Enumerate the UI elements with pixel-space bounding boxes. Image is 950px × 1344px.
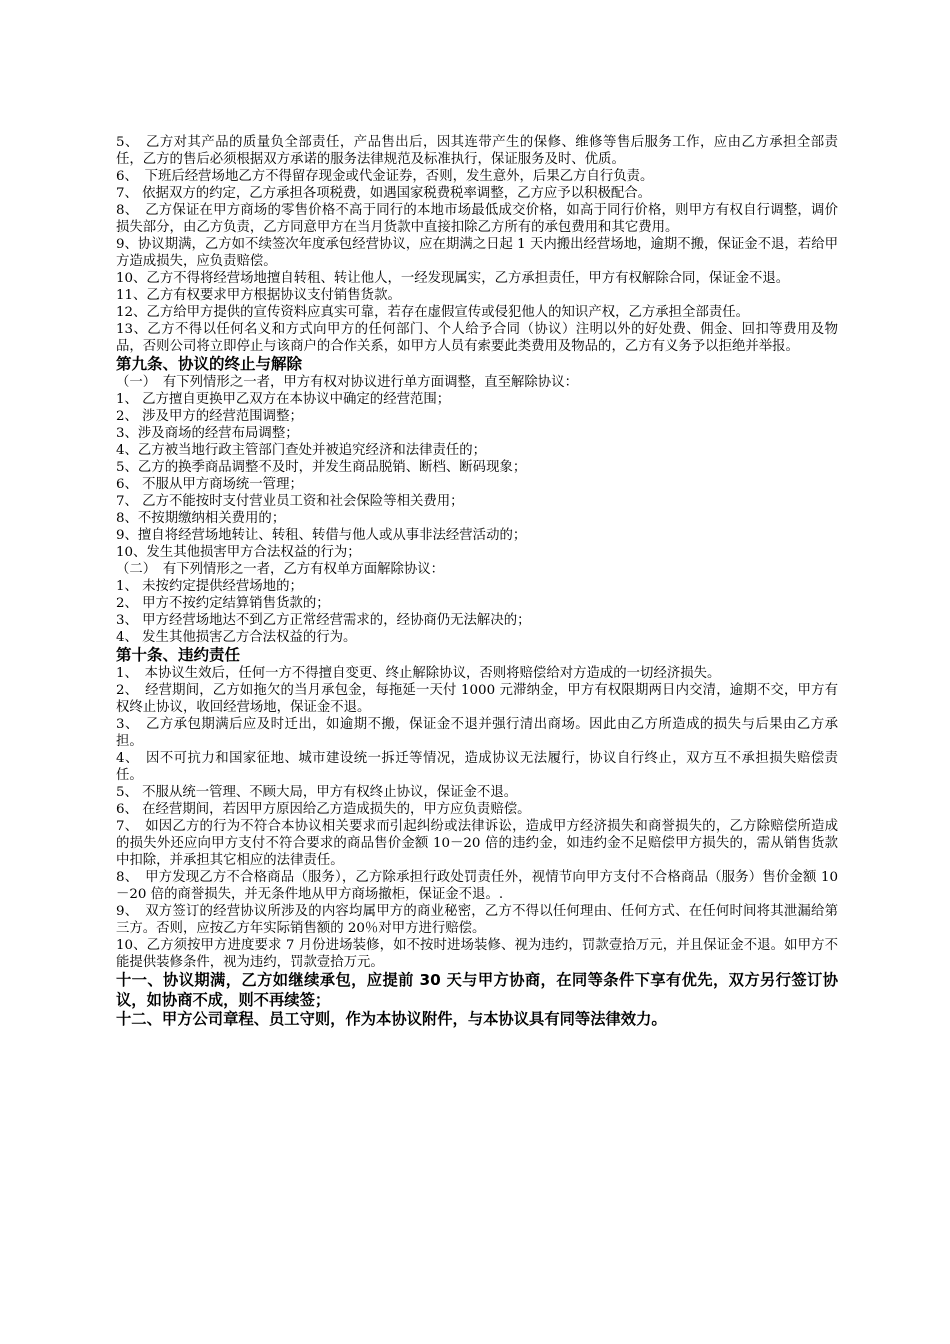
clause-paragraph: 5、乙方的换季商品调整不及时，并发生商品脱销、断档、断码现象； xyxy=(116,460,527,475)
bold-clause: 十一、协议期满，乙方如继续承包，应提前 30 天与甲方协商，在同等条件下享有优先，双方另行签订协议，如协商不成，则不再续签； xyxy=(116,971,838,1009)
clause-paragraph: 1、 乙方擅自更换甲乙双方在本协议中确定的经营范围； xyxy=(116,392,451,407)
clause-paragraph: 6、 下班后经营场地乙方不得留存现金或代金证券，否则，发生意外，后果乙方自行负责。 xyxy=(116,169,654,184)
clause-paragraph: 3、涉及商场的经营布局调整； xyxy=(116,426,299,441)
clause-paragraph: 6、 在经营期间，若因甲方原因给乙方造成损失的，甲方应负责赔偿。 xyxy=(116,802,531,817)
clause-paragraph: 3、 乙方承包期满后应及时迁出，如逾期不搬，保证金不退并强行清出商场。因此由乙方所造成的损失与后果由乙方承担。 xyxy=(116,717,838,749)
section-heading: 第十条、违约责任 xyxy=(116,646,241,664)
clause-paragraph: 1、 本协议生效后，任何一方不得擅自变更、终止解除协议，否则将赔偿给对方造成的一切经济损失。 xyxy=(116,666,721,681)
clause-paragraph: 2、 经营期间，乙方如拖欠的当月承包金，每拖延一天付 1000 元滞纳金，甲方有权限期两日内交清，逾期不交，甲方有权终止协议，收回经营场地，保证金不退。 xyxy=(116,683,838,715)
clause-paragraph: 5、 乙方对其产品的质量负全部责任，产品售出后，因其连带产生的保修、维修等售后服务工作，应由乙方承担全部责任，乙方的售后必须根据双方承诺的服务法律规范及标准执行，保证服务及时、优质。 xyxy=(116,135,838,167)
clause-paragraph: 7、 依据双方的约定，乙方承担各项税费，如遇国家税费税率调整，乙方应予以积极配合。 xyxy=(116,186,652,201)
clause-paragraph: 3、 甲方经营场地达不到乙方正常经营需求的，经协商仍无法解决的； xyxy=(116,613,531,628)
clause-paragraph: 7、 如因乙方的行为不符合本协议相关要求而引起纠纷或法律诉讼，造成甲方经济损失和商誉损失的，乙方除赔偿所造成的损失外还应向甲方支付不符合要求的商品售价金额 10－20 倍的违约金，如违约金不足赔偿甲方损失的，需从销售货款中扣除，并承担其它相应的法律责任。 xyxy=(116,819,838,868)
bold-clause: 十二、甲方公司章程、员工守则，作为本协议附件，与本协议具有同等法律效力。 xyxy=(116,1010,667,1028)
clause-paragraph: 12、乙方给甲方提供的宣传资料应真实可靠，若存在虚假宣传或侵犯他人的知识产权，乙方承担全部责任。 xyxy=(116,305,750,320)
document-body xyxy=(116,134,838,1030)
clause-paragraph: 9、协议期满，乙方如不续签次年度承包经营协议，应在期满之日起 1 天内搬出经营场地，逾期不搬，保证金不退，若给甲方造成损失，应负责赔偿。 xyxy=(116,237,838,269)
clause-paragraph: 13、乙方不得以任何名义和方式向甲方的任何部门、个人给予合同（协议）注明以外的好处费、佣金、回扣等费用及物品，否则公司将立即停止与该商户的合作关系，如甲方人员有索要此类费用及物品的，乙方有义务予以拒绝并举报。 xyxy=(116,322,838,354)
clause-paragraph: 1、 未按约定提供经营场地的； xyxy=(116,579,303,594)
clause-paragraph: 2、 涉及甲方的经营范围调整； xyxy=(116,409,303,424)
clause-paragraph: 6、 不服从甲方商场统一管理； xyxy=(116,477,303,492)
clause-paragraph: 10、发生其他损害甲方合法权益的行为； xyxy=(116,545,361,560)
clause-paragraph: 8、 乙方保证在甲方商场的零售价格不高于同行的本地市场最低成交价格，如高于同行价格，则甲方有权自行调整，调价损失部分，由乙方负责，乙方同意甲方在当月货款中直接扣除乙方所有的承包费用和其它费用。 xyxy=(116,203,838,235)
clause-paragraph: 11、乙方有权要求甲方根据协议支付销售货款。 xyxy=(116,288,401,303)
clause-paragraph: 4、乙方被当地行政主管部门查处并被追究经济和法律责任的； xyxy=(116,443,487,458)
clause-paragraph: 5、 不服从统一管理、不顾大局，甲方有权终止协议，保证金不退。 xyxy=(116,785,518,800)
clause-paragraph: 4、 因不可抗力和国家征地、城市建设统一拆迁等情况，造成协议无法履行，协议自行终止，双方互不承担损失赔偿责任。 xyxy=(116,751,838,783)
clause-paragraph: 9、擅自将经营场地转让、转租、转借与他人或从事非法经营活动的； xyxy=(116,528,527,543)
clause-paragraph: 2、 甲方不按约定结算销售货款的； xyxy=(116,596,330,611)
clause-paragraph: 9、 双方签订的经营协议所涉及的内容均属甲方的商业秘密，乙方不得以任何理由、任何方式、在任何时间将其泄漏给第三方。否则，应按乙方年实际销售额的 20％对甲方进行赔偿。 xyxy=(116,904,838,936)
clause-paragraph: （一） 有下列情形之一者，甲方有权对协议进行单方面调整，直至解除协议： xyxy=(116,375,578,390)
clause-paragraph: 8、 甲方发现乙方不合格商品（服务），乙方除承担行政处罚责任外，视情节向甲方支付不合格商品（服务）售价金额 10－20 倍的商誉损失，并无条件地从甲方商场撤柜，保证金不退。. xyxy=(116,870,838,902)
section-heading: 第九条、协议的终止与解除 xyxy=(116,355,303,373)
clause-paragraph: 8、不按期缴纳相关费用的； xyxy=(116,511,286,526)
clause-paragraph: 7、 乙方不能按时支付营业员工资和社会保险等相关费用； xyxy=(116,494,464,509)
clause-paragraph: 10、乙方须按甲方进度要求 7 月份进场装修，如不按时进场装修、视为违约，罚款壹拾万元，并且保证金不退。如甲方不能提供装修条件，视为违约，罚款壹拾万元。 xyxy=(116,938,838,970)
clause-paragraph: 4、 发生其他损害乙方合法权益的行为。 xyxy=(116,630,357,645)
clause-paragraph: （二） 有下列情形之一者，乙方有权单方面解除协议： xyxy=(116,562,445,577)
clause-paragraph: 10、乙方不得将经营场地擅自转租、转让他人，一经发现属实，乙方承担责任，甲方有权解除合同，保证金不退。 xyxy=(116,271,790,286)
